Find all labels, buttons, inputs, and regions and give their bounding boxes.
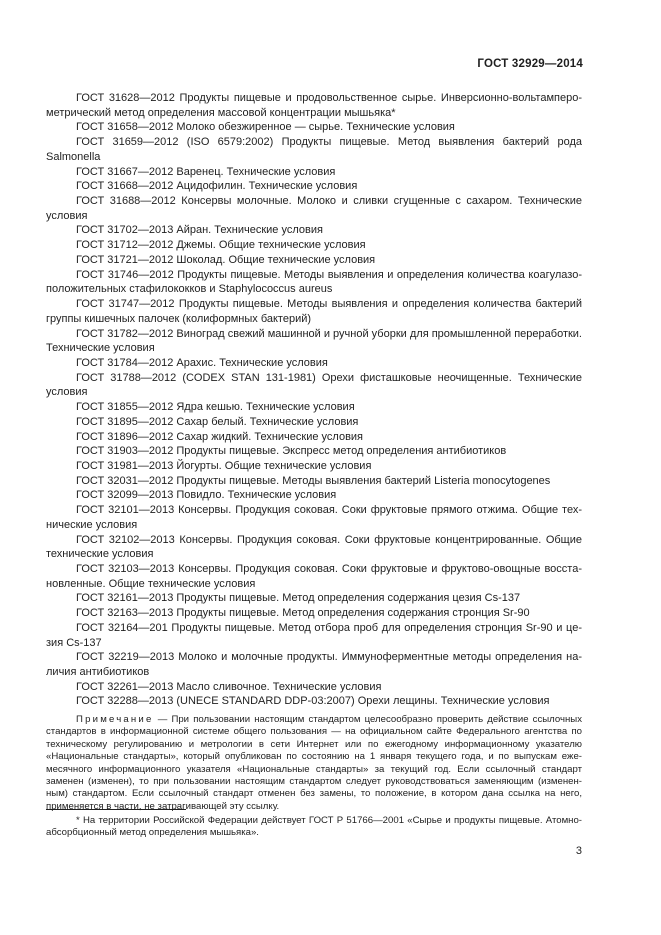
- reference-item: ГОСТ 32099—2013 Повидло. Технические условия: [76, 489, 337, 502]
- reference-item: ГОСТ 31668—2012 Ацидофилин. Технические условия: [76, 180, 358, 193]
- document-id-header: ГОСТ 32929—2014: [477, 58, 583, 70]
- reference-item: ГОСТ 31788—2012 (CODEX STAN 131-1981) Орехи фисташковые неочищенные. Технические условия: [46, 371, 582, 399]
- reference-item: ГОСТ 32163—2013 Продукты пищевые. Метод определения содержания стронция Sr-90: [76, 607, 530, 620]
- footnote: * На территории Российской Федерации действует ГОСТ Р 51766—2001 «Сырье и продукты пищевые. Атомно-абсорбционный метод определения мышьяка».: [46, 815, 582, 839]
- reference-item: ГОСТ 31895—2012 Сахар белый. Технические условия: [76, 415, 359, 428]
- note-paragraph: [46, 714, 582, 813]
- reference-item: ГОСТ 31702—2013 Айран. Технические условия: [76, 224, 323, 237]
- reference-item: ГОСТ 31688—2012 Консервы молочные. Молоко и сливки сгущенные с сахаром. Технические условия: [46, 195, 582, 222]
- normative-references-list: [46, 91, 582, 709]
- reference-item: ГОСТ 32031—2012 Продукты пищевые. Методы выявления бактерий Listeria monocytogenes: [76, 474, 551, 487]
- reference-item: ГОСТ 32288—2013 (UNECE STANDARD DDP-03:2007) Орехи лещины. Технические условия: [76, 695, 550, 708]
- reference-item: ГОСТ 31747—2012 Продукты пищевые. Методы выявления и определения количества бактерий группы кишечных палочек (колиформных бактерий): [46, 298, 582, 325]
- reference-item: ГОСТ 32102—2013 Консервы. Продукция соковая. Соки фруктовые концентрированные. Общие технические условия: [46, 533, 582, 561]
- reference-item: ГОСТ 32161—2013 Продукты пищевые. Метод определения содержания цезия Cs-137: [76, 592, 521, 605]
- reference-item: ГОСТ 31782—2012 Виноград свежий машинной и ручной уборки для промышленной переработки. Технические условия: [46, 327, 582, 355]
- reference-item: ГОСТ 32101—2013 Консервы. Продукция соковая. Соки фруктовые прямого отжима. Общие технические условия: [46, 504, 582, 531]
- reference-item: ГОСТ 31903—2012 Продукты пищевые. Экспресс метод определения антибиотиков: [76, 445, 507, 458]
- note-label: Примечание: [76, 714, 154, 725]
- reference-item: ГОСТ 31855—2012 Ядра кешью. Технические условия: [76, 401, 355, 414]
- reference-item: ГОСТ 31658—2012 Молоко обезжиренное — сырье. Технические условия: [76, 121, 455, 134]
- reference-item: ГОСТ 31712—2012 Джемы. Общие технические условия: [76, 239, 366, 252]
- note-text: — При пользовании настоящим стандартом целесообразно проверить действие ссылочных стандартов в информационной системе общего пользования — на официальном сайте Федерального агентства по техническому регулированию и метрологии в сети Интернет или по ежегодному информационному указателю «Национальные стандарты», который опубликован по состоянию на 1 января текущего года, и по выпускам ежемесячного информационного указателя «Национальные стандарты» за текущий год. Если ссылочный стандарт заменен (изменен), то при пользовании настоящим стандартом следует руководствоваться заменяющим (измененным) стандартом. Если ссылочный стандарт отменен без замены, то положение, в котором дана ссылка на него, применяется в части, не затрагивающей эту ссылку.: [46, 714, 582, 812]
- reference-item: ГОСТ 31667—2012 Варенец. Технические условия: [76, 165, 336, 178]
- reference-item: ГОСТ 32164—201 Продукты пищевые. Метод отбора проб для определения стронция Sr-90 и цезия Cs-137: [46, 621, 582, 649]
- reference-item: ГОСТ 31981—2013 Йогурты. Общие технические условия: [76, 459, 372, 472]
- reference-item: ГОСТ 31746—2012 Продукты пищевые. Методы выявления и определения количества коагулазоположительных стафилококков и Staphylococcus aureus: [46, 268, 582, 296]
- page-number: 3: [575, 845, 582, 857]
- reference-item: ГОСТ 32103—2013 Консервы. Продукция соковая. Соки фруктовые и фруктово-овощные восстановленные. Общие технические условия: [46, 563, 582, 590]
- reference-item: ГОСТ 32219—2013 Молоко и молочные продукты. Иммуноферментные методы определения наличия антибиотиков: [46, 651, 582, 679]
- footnote-divider: [46, 809, 186, 810]
- reference-item: ГОСТ 31721—2012 Шоколад. Общие технические условия: [76, 253, 376, 266]
- reference-item: ГОСТ 31784—2012 Арахис. Технические условия: [76, 356, 328, 369]
- reference-item: ГОСТ 31896—2012 Сахар жидкий. Технические условия: [76, 430, 364, 443]
- reference-item: ГОСТ 31628—2012 Продукты пищевые и продовольственное сырье. Инверсионно-вольтамперометрический метод определения массовой концентрации мышьяка*: [46, 92, 582, 119]
- reference-item: ГОСТ 32261—2013 Масло сливочное. Технические условия: [76, 680, 382, 693]
- reference-item: ГОСТ 31659—2012 (ISO 6579:2002) Продукты пищевые. Метод выявления бактерий рода Salmonella: [46, 136, 582, 163]
